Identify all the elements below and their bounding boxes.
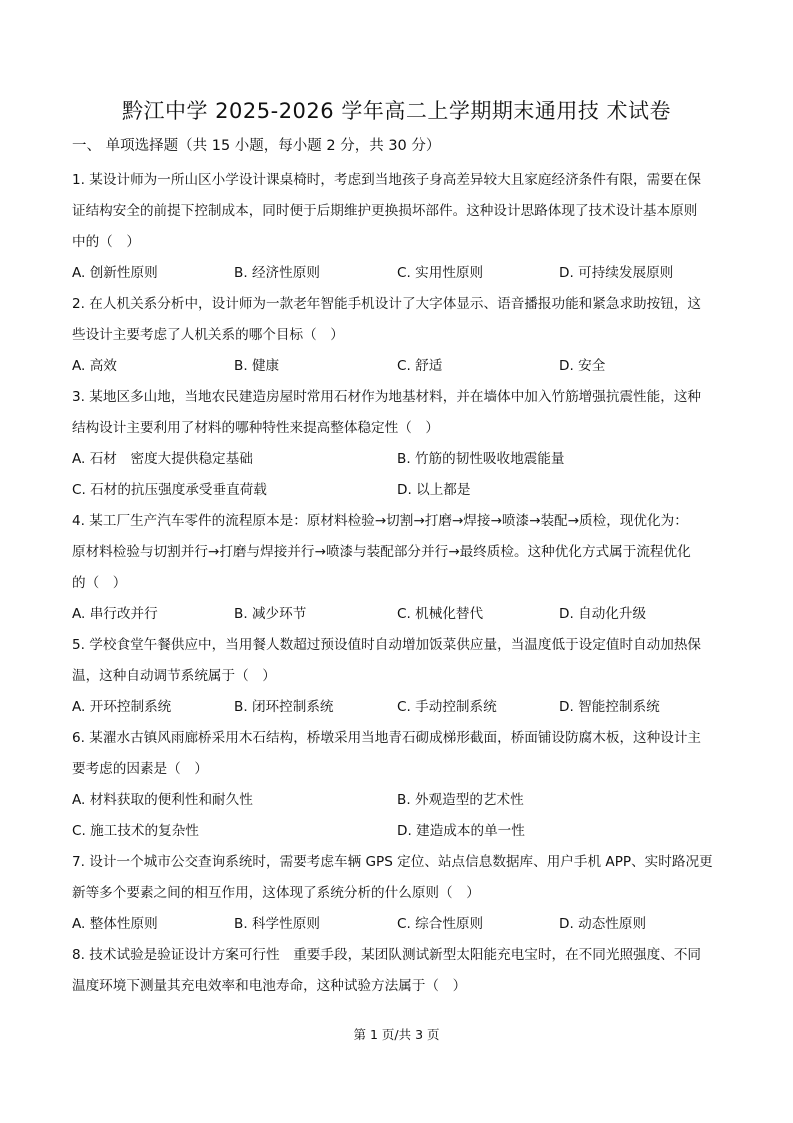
q2-option-b: B. 健康	[234, 358, 280, 374]
question-3-line-1: 3. 某地区多山地，当地农民建造房屋时常用石材作为地基材料，并在墙体中加入竹筋增强抗震性能，这种	[72, 389, 702, 405]
q1-option-b: B. 经济性原则	[234, 265, 320, 281]
q5-option-a: A. 开环控制系统	[72, 699, 172, 715]
question-1-line-2: 证结构安全的前提下控制成本，同时便于后期维护更换损坏部件。这种设计思路体现了技术设计基本原则	[72, 203, 698, 219]
q6-option-d: D. 建造成本的单一性	[397, 823, 525, 839]
question-4-line-2: 原材料检验与切割并行→打磨与焊接并行→喷漆与装配部分并行→最终质检。这种优化方式属于流程优化	[72, 544, 691, 560]
q7-option-a: A. 整体性原则	[72, 916, 158, 932]
q4-option-a: A. 串行改并行	[72, 606, 158, 622]
question-8-line-2: 温度环境下测量其充电效率和电池寿命，这种试验方法属于（ ）	[72, 978, 467, 994]
q1-option-d: D. 可持续发展原则	[559, 265, 674, 281]
q2-option-a: A. 高效	[72, 358, 117, 374]
q5-option-b: B. 闭环控制系统	[234, 699, 334, 715]
question-4-line-1: 4. 某工厂生产汽车零件的流程原本是：原材料检验→切割→打磨→焊接→喷漆→装配→质检，现优化为：	[72, 513, 688, 529]
q6-option-c: C. 施工技术的复杂性	[72, 823, 199, 839]
q6-option-b: B. 外观造型的艺术性	[397, 792, 524, 808]
question-1-line-1: 1. 某设计师为一所山区小学设计课桌椅时，考虑到当地孩子身高差异较大且家庭经济条件有限，需要在保	[72, 172, 702, 188]
q7-option-d: D. 动态性原则	[559, 916, 647, 932]
question-7-line-1: 7. 设计一个城市公交查询系统时，需要考虑车辆 GPS 定位、站点信息数据库、用户手机 APP、实时路况更	[72, 854, 713, 870]
q6-option-a: A. 材料获取的便利性和耐久性	[72, 792, 253, 808]
question-4-line-3: 的（ ）	[72, 575, 127, 591]
q2-option-d: D. 安全	[559, 358, 606, 374]
question-6-line-2: 要考虑的因素是（ ）	[72, 761, 208, 777]
question-2-line-2: 些设计主要考虑了人机关系的哪个目标（ ）	[72, 327, 344, 343]
question-7-line-2: 新等多个要素之间的相互作用，这体现了系统分析的什么原则（ ）	[72, 885, 480, 901]
q7-option-c: C. 综合性原则	[397, 916, 484, 932]
question-3-line-2: 结构设计主要利用了材料的哪种特性来提高整体稳定性（ ）	[72, 420, 440, 436]
question-5-line-2: 温，这种自动调节系统属于（ ）	[72, 668, 276, 684]
q5-option-d: D. 智能控制系统	[559, 699, 660, 715]
q1-option-a: A. 创新性原则	[72, 265, 158, 281]
question-6-line-1: 6. 某濯水古镇风雨廊桥采用木石结构，桥墩采用当地青石砌成梯形截面，桥面铺设防腐木板，这种设计主	[72, 730, 702, 746]
q4-option-d: D. 自动化升级	[559, 606, 647, 622]
q3-option-a: A. 石材 密度大提供稳定基础	[72, 451, 253, 467]
q3-option-b: B. 竹筋的韧性吸收地震能量	[397, 451, 565, 467]
question-1-line-3: 中的（ ）	[72, 234, 140, 250]
q1-option-c: C. 实用性原则	[397, 265, 484, 281]
page-footer: 第 1 页/共 3 页	[353, 1027, 440, 1042]
exam-title: 黔江中学 2025-2026 学年高二上学期期末通用技 术试卷	[122, 99, 671, 123]
q3-option-c: C. 石材的抗压强度承受垂直荷载	[72, 482, 267, 498]
section-heading: 一、 单项选择题（共 15 小题，每小题 2 分，共 30 分）	[72, 138, 441, 154]
q4-option-c: C. 机械化替代	[397, 606, 484, 622]
q5-option-c: C. 手动控制系统	[397, 699, 497, 715]
q3-option-d: D. 以上都是	[397, 482, 471, 498]
question-5-line-1: 5. 学校食堂午餐供应中，当用餐人数超过预设值时自动增加饭菜供应量，当温度低于设定值时自动加热保	[72, 637, 702, 653]
q4-option-b: B. 减少环节	[234, 606, 307, 622]
question-8-line-1: 8. 技术试验是验证设计方案可行性 重要手段，某团队测试新型太阳能充电宝时，在不同光照强度、不同	[72, 947, 702, 963]
q2-option-c: C. 舒适	[397, 358, 443, 374]
question-2-line-1: 2. 在人机关系分析中，设计师为一款老年智能手机设计了大字体显示、语音播报功能和紧急求助按钮，这	[72, 296, 702, 312]
q7-option-b: B. 科学性原则	[234, 916, 320, 932]
